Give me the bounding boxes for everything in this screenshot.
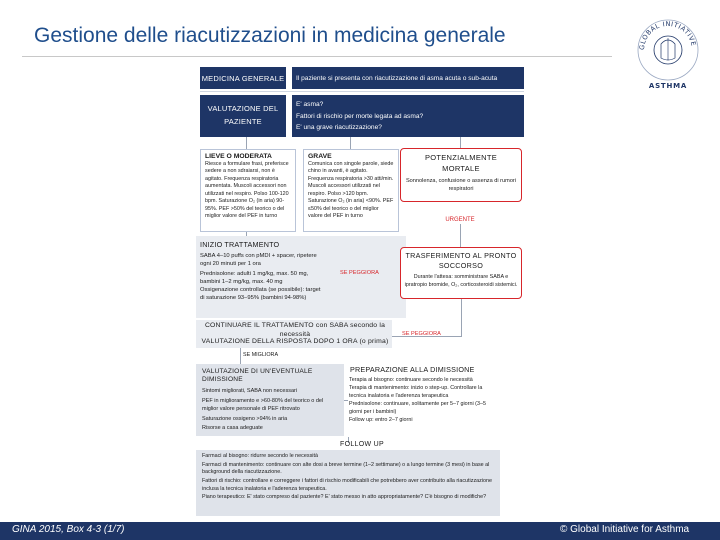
follow-up-item: Fattori di rischio: controllare e correggere i fattori di rischio modificabili che potrebbero aver contribuito alla riacutizzazione inclusa la tecnica inalatoria e l'aderenza terapeutica. <box>202 478 493 492</box>
inizio-ossigeno-text: Ossigenazione controllata (se possibile): target di saturazione 93–95% (bambini 94-98%) <box>200 287 321 302</box>
grave-text: Comunica con singole parole, siede chino in avanti, è agitato. Frequenza respiratoria >30 atti/min. Muscoli accessori utilizzati nel respiro. Polso >120 bpm. Saturazione O₂ (in aria) <90%. PEF ≤50% del teorico o del miglior valore del PEF in turno <box>308 161 394 220</box>
arrow-connector <box>461 299 462 336</box>
potenzialmente-mortale-box <box>400 148 522 202</box>
mortale-text: Sonnolenza, confusione o assenza di rumori respiratori <box>405 177 517 192</box>
preparazione-item: Follow up: entro 2–7 giorni <box>349 417 413 424</box>
arrow-connector <box>350 137 351 149</box>
preparazione-block <box>346 375 498 437</box>
inizio-saba-text: SABA 4–10 puffs con pMDI + spacer, ripetere ogni 20 minuti per 1 ora <box>200 253 317 268</box>
question-severity: E' una grave riacutizzazione? <box>296 124 382 132</box>
grave-box <box>303 149 399 232</box>
grave-heading: GRAVE <box>308 153 332 160</box>
dimissione-item: PEF in miglioramento e >60-80% del teorico o del miglior valore personale di PEF ritrovato <box>202 398 324 412</box>
mortale-heading: POTENZIALMENTE MORTALE <box>424 153 498 173</box>
urgente-label: URGENTE <box>445 217 475 223</box>
dimissione-item: Saturazione ossigeno >94% in aria <box>202 415 288 422</box>
svg-text:GLOBAL INITIATIVE FOR <box>630 6 698 50</box>
title-divider <box>22 56 612 57</box>
trasferimento-box <box>400 247 522 299</box>
continuare-text: CONTINUARE IL TRATTAMENTO con SABA secondo la necessità <box>204 322 386 338</box>
inizio-prednisolone-text: Prednisolone: adulti 1 mg/kg, max. 50 mg, bambini 1–2 mg/kg, max. 40 mg <box>200 271 309 286</box>
se-migliora-label: SE MIGLIORA <box>243 352 279 358</box>
trasferimento-heading: TRASFERIMENTO AL PRONTO SOCCORSO <box>405 251 517 270</box>
arrow-connector <box>240 348 241 364</box>
follow-up-block <box>196 450 500 516</box>
row-divider <box>200 91 524 92</box>
inizio-heading: INIZIO TRATTAMENTO <box>200 240 280 249</box>
logo-ring-text: GLOBAL INITIATIVE <box>637 19 698 51</box>
assessment-questions <box>292 95 524 137</box>
page-title: Gestione delle riacutizzazioni in medicina generale <box>34 24 506 47</box>
valutazione-dimissione-block <box>196 364 344 436</box>
preparazione-item: Terapia al bisogno: continuare secondo le necessità <box>349 377 473 383</box>
se-peggiora-label: SE PEGGIORA <box>402 331 441 337</box>
gina-logo <box>630 6 706 92</box>
presentation-text: Il paziente si presenta con riacutizzazione di asma acuta o sub-acuta <box>292 67 524 89</box>
medicina-generale-label: MEDICINA GENERALE <box>200 67 286 89</box>
footer-source: GINA 2015, Box 4-3 (1/7) <box>12 524 125 535</box>
logo-word: ASTHMA <box>648 82 688 90</box>
valutazione-risposta-text: VALUTAZIONE DELLA RISPOSTA DOPO 1 ORA (o prima) <box>201 338 389 345</box>
dimissione-item: Risorse a casa adeguate <box>202 425 263 432</box>
follow-up-item: Farmaci al bisogno: ridurre secondo le necessità <box>202 453 318 459</box>
dimissione-item: Sintomi migliorati, SABA non necessari <box>202 388 298 395</box>
question-risk: Fattori di rischio per morte legata ad asma? <box>296 112 424 120</box>
arrow-connector <box>246 137 247 149</box>
arrow-connector <box>460 137 461 148</box>
question-asthma: E' asma? <box>296 101 324 108</box>
preparazione-heading: PREPARAZIONE ALLA DIMISSIONE <box>350 365 475 374</box>
lieve-moderata-box <box>200 149 296 232</box>
follow-up-item: Farmaci di mantenimento: continuare con alte dosi a breve termine (1–2 settimane) o a lungo termine (3 mesi) in base al background della riacutizzazione. <box>202 461 490 476</box>
arrow-connector <box>460 224 461 247</box>
preparazione-item: Prednisolone: continuare, solitamente per 5–7 giorni (3–5 giorni per i bambini) <box>349 401 486 415</box>
se-peggiora-label: SE PEGGIORA <box>340 270 379 276</box>
footer-copyright: © Global Initiative for Asthma <box>560 524 690 535</box>
lieve-heading: LIEVE O MODERATA <box>205 153 272 160</box>
valutazione-label: VALUTAZIONE DEL PAZIENTE <box>200 95 286 137</box>
follow-up-item: Piano terapeutico: E' stato compreso dal paziente? E' stato messo in atto appropriatamente? C'è bisogno di modifiche? <box>202 494 487 501</box>
trasferimento-text: Durante l'attesa: somministrare SABA e ipratropio bromide, O₂, corticosteroidi sistemici. <box>404 274 518 288</box>
preparazione-item: Terapia di mantenimento: inizio o step-up. Controllare la tecnica inalatoria e l'aderenza terapeutica <box>349 385 483 399</box>
lieve-text: Riesce a formulare frasi, preferisce sedere a non sdraiarsi, non è agitato. Frequenza respiratoria aumentata. Muscoli accessori non utilizzati nel respiro. Polso 100-120 bpm. Saturazione O₂ (in aria) 90-95%. PEF >50% del teorico o del miglior valore del PEF in turno <box>205 161 289 220</box>
follow-up-heading: FOLLOW UP <box>340 441 384 448</box>
dimissione-heading: VALUTAZIONE DI UN'EVENTUALE DIMISSIONE <box>202 368 313 384</box>
